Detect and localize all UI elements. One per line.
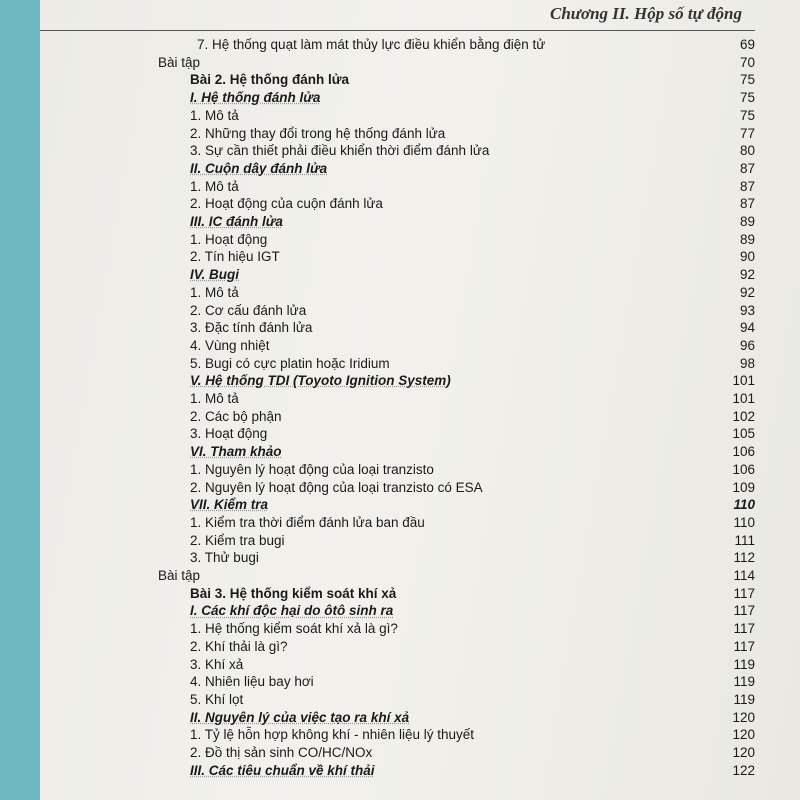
toc-entry-page: 110 bbox=[733, 497, 755, 513]
toc-entry-title: VII. Kiểm tra bbox=[190, 497, 269, 513]
toc-entry bbox=[40, 372, 755, 390]
toc-entry-title: V. Hệ thống TDI (Toyoto Ignition System) bbox=[190, 373, 451, 389]
toc-entry bbox=[40, 514, 755, 532]
toc-entry-page: 89 bbox=[739, 231, 755, 247]
toc-entry bbox=[40, 638, 755, 656]
toc-entry-page: 119 bbox=[733, 656, 755, 672]
toc-entry-title: 3. Sự cần thiết phải điều khiển thời điểm đánh lửa bbox=[190, 143, 490, 159]
toc-entry-page: 96 bbox=[739, 337, 755, 353]
toc-entry-page: 94 bbox=[739, 320, 755, 336]
toc-entry-page: 92 bbox=[739, 284, 755, 300]
chapter-header: Chương II. Hộp số tự động bbox=[550, 4, 742, 23]
toc-entry-title: III. IC đánh lửa bbox=[190, 214, 283, 229]
toc-entry-title: 4. Nhiên liệu bay hơi bbox=[190, 674, 314, 690]
toc-entry-page: 80 bbox=[739, 143, 755, 159]
toc-entry-page: 101 bbox=[732, 373, 755, 389]
toc-entry-title: Bài tập bbox=[158, 568, 201, 583]
toc-entry-title: II. Cuộn dây đánh lửa bbox=[190, 160, 328, 176]
toc-entry-page: 120 bbox=[732, 727, 755, 743]
toc-entry-title: 2. Những thay đổi trong hệ thống đánh lửa bbox=[190, 125, 446, 141]
toc-entry-page: 111 bbox=[734, 532, 755, 548]
toc-entry bbox=[40, 656, 755, 674]
toc-entry-page: 117 bbox=[733, 603, 755, 619]
toc-entry bbox=[40, 266, 755, 284]
toc-entry-title: VI. Tham khảo bbox=[190, 444, 282, 460]
header-rule bbox=[40, 30, 755, 31]
toc-entry-page: 75 bbox=[739, 72, 755, 88]
toc-entry-page: 77 bbox=[739, 125, 755, 141]
toc-entry bbox=[40, 620, 755, 638]
toc-entry-page: 106 bbox=[732, 444, 755, 460]
toc-entry-title: 7. Hệ thống quạt làm mát thủy lực điều khiển bằng điện tử bbox=[197, 37, 546, 52]
toc-entry bbox=[40, 549, 755, 567]
toc-entry-page: 89 bbox=[739, 214, 755, 229]
toc-entry-page: 120 bbox=[732, 745, 755, 760]
toc-entry-page: 112 bbox=[733, 550, 755, 566]
toc-entry-page: 87 bbox=[739, 196, 755, 212]
toc-entry bbox=[40, 585, 755, 603]
toc-entry bbox=[40, 602, 755, 620]
toc-entry-page: 122 bbox=[732, 762, 755, 778]
toc-entry bbox=[40, 532, 755, 550]
toc-entry-title: 4. Vùng nhiệt bbox=[190, 337, 270, 353]
toc-entry-page: 102 bbox=[732, 408, 755, 424]
toc-entry bbox=[40, 107, 755, 125]
toc-entry-title: 2. Đồ thị sản sinh CO/HC/NOx bbox=[190, 745, 373, 760]
toc-entry-title: 3. Đặc tính đánh lửa bbox=[190, 320, 313, 336]
toc-entry-title: 1. Nguyên lý hoạt động của loại tranzisto bbox=[190, 461, 434, 477]
toc-entry-page: 120 bbox=[732, 709, 755, 725]
toc-entry-title: 3. Thử bugi bbox=[190, 550, 259, 566]
toc-entry bbox=[40, 673, 755, 691]
toc-entry-page: 90 bbox=[739, 249, 755, 265]
toc-entry bbox=[40, 54, 755, 72]
toc-entry bbox=[40, 461, 755, 479]
toc-entry bbox=[40, 443, 755, 461]
toc-entry-page: 105 bbox=[732, 426, 755, 442]
toc-entry-page: 114 bbox=[733, 568, 755, 583]
toc-entry-title: 1. Mô tả bbox=[190, 391, 239, 406]
toc-entry bbox=[40, 390, 755, 408]
toc-entry-page: 98 bbox=[739, 355, 755, 371]
toc-entry bbox=[40, 337, 755, 355]
toc-entry-title: II. Nguyên lý của việc tạo ra khí xả bbox=[190, 709, 410, 725]
toc-entry bbox=[40, 408, 755, 426]
toc-entry bbox=[40, 125, 755, 143]
toc-entry-title: 5. Bugi có cực platin hoặc Iridium bbox=[190, 355, 390, 371]
toc-entry-title: 2. Nguyên lý hoạt động của loại tranzisto có ESA bbox=[190, 479, 483, 495]
toc-entry bbox=[40, 71, 755, 89]
toc-entry-page: 117 bbox=[733, 621, 755, 637]
toc-entry-page: 75 bbox=[739, 90, 755, 106]
toc-entry-page: 110 bbox=[733, 514, 755, 530]
toc-entry-title: 3. Khí xả bbox=[190, 656, 244, 672]
toc-entry-page: 119 bbox=[733, 691, 755, 707]
toc-entry bbox=[40, 691, 755, 709]
toc-entry-page: 93 bbox=[739, 302, 755, 318]
toc-entry-page: 117 bbox=[733, 638, 755, 654]
toc-entry-title: 1. Hoạt động bbox=[190, 231, 268, 247]
toc-entry-title: Bài 3. Hệ thống kiểm soát khí xả bbox=[190, 585, 397, 601]
toc-entry-page: 117 bbox=[733, 585, 755, 601]
toc-entry-page: 75 bbox=[739, 107, 755, 123]
toc-entry-page: 87 bbox=[739, 178, 755, 194]
toc-entry-title: III. Các tiêu chuẩn về khí thải bbox=[190, 762, 375, 778]
book-page bbox=[40, 0, 800, 800]
toc-entry-title: 1. Hệ thống kiểm soát khí xả là gì? bbox=[190, 621, 398, 637]
toc-entry-title: 1. Mô tả bbox=[190, 107, 239, 123]
toc-entry bbox=[40, 496, 755, 514]
toc-entry-title: 2. Khí thải là gì? bbox=[190, 638, 288, 654]
toc-entry bbox=[40, 567, 755, 585]
toc-entry-title: 3. Hoạt động bbox=[190, 426, 268, 442]
toc-entry bbox=[40, 726, 755, 744]
toc-entry-title: 2. Cơ cấu đánh lửa bbox=[190, 302, 307, 318]
toc-entry-title: 1. Mô tả bbox=[190, 178, 239, 194]
toc-entry bbox=[40, 709, 755, 727]
toc-entry-title: 1. Kiểm tra thời điểm đánh lửa ban đầu bbox=[190, 514, 425, 530]
toc-entry-page: 92 bbox=[739, 267, 755, 283]
toc-entry-title: IV. Bugi bbox=[190, 267, 240, 283]
toc-entry-title: 2. Tín hiệu IGT bbox=[190, 249, 280, 265]
toc-entry bbox=[40, 231, 755, 249]
toc-entry bbox=[40, 744, 755, 762]
toc-entry-title: Bài 2. Hệ thống đánh lửa bbox=[190, 72, 350, 88]
toc-entry bbox=[40, 284, 755, 302]
toc-entry-title: 2. Kiểm tra bugi bbox=[190, 532, 285, 548]
toc-entry bbox=[40, 355, 755, 373]
toc-entry-page: 87 bbox=[739, 160, 755, 176]
toc-entry-page: 109 bbox=[732, 479, 755, 495]
toc-entry bbox=[40, 178, 755, 196]
toc-entry-page: 70 bbox=[739, 54, 755, 70]
toc-entry-page: 101 bbox=[732, 391, 755, 406]
toc-entry bbox=[40, 319, 755, 337]
toc-entry-title: 2. Hoạt động của cuộn đánh lửa bbox=[190, 196, 383, 212]
toc-entry-title: I. Hệ thống đánh lửa bbox=[190, 90, 321, 106]
toc-entry-page: 106 bbox=[732, 461, 755, 477]
toc-entry bbox=[40, 89, 755, 107]
toc-entry bbox=[40, 762, 755, 780]
toc-entry-title: 1. Tỷ lệ hỗn hợp không khí - nhiên liệu lý thuyết bbox=[190, 727, 475, 743]
toc-entry bbox=[40, 425, 755, 443]
toc-entry-title: I. Các khí độc hại do ôtô sinh ra bbox=[190, 603, 394, 619]
toc-entry bbox=[40, 479, 755, 497]
toc-entry-title: 5. Khí lọt bbox=[190, 691, 244, 707]
toc-entry bbox=[40, 142, 755, 160]
toc-entry bbox=[40, 213, 755, 231]
toc-entry-title: Bài tập bbox=[158, 54, 201, 70]
toc-entry bbox=[40, 160, 755, 178]
toc-entry bbox=[40, 195, 755, 213]
toc-entry-title: 2. Các bộ phận bbox=[190, 408, 282, 424]
toc-entry bbox=[40, 248, 755, 266]
toc-entry-page: 119 bbox=[733, 674, 755, 690]
toc-entry-title: 1. Mô tả bbox=[190, 284, 239, 300]
toc-entry bbox=[40, 302, 755, 320]
toc-entry-page: 69 bbox=[739, 37, 755, 52]
toc-entry bbox=[40, 36, 755, 54]
